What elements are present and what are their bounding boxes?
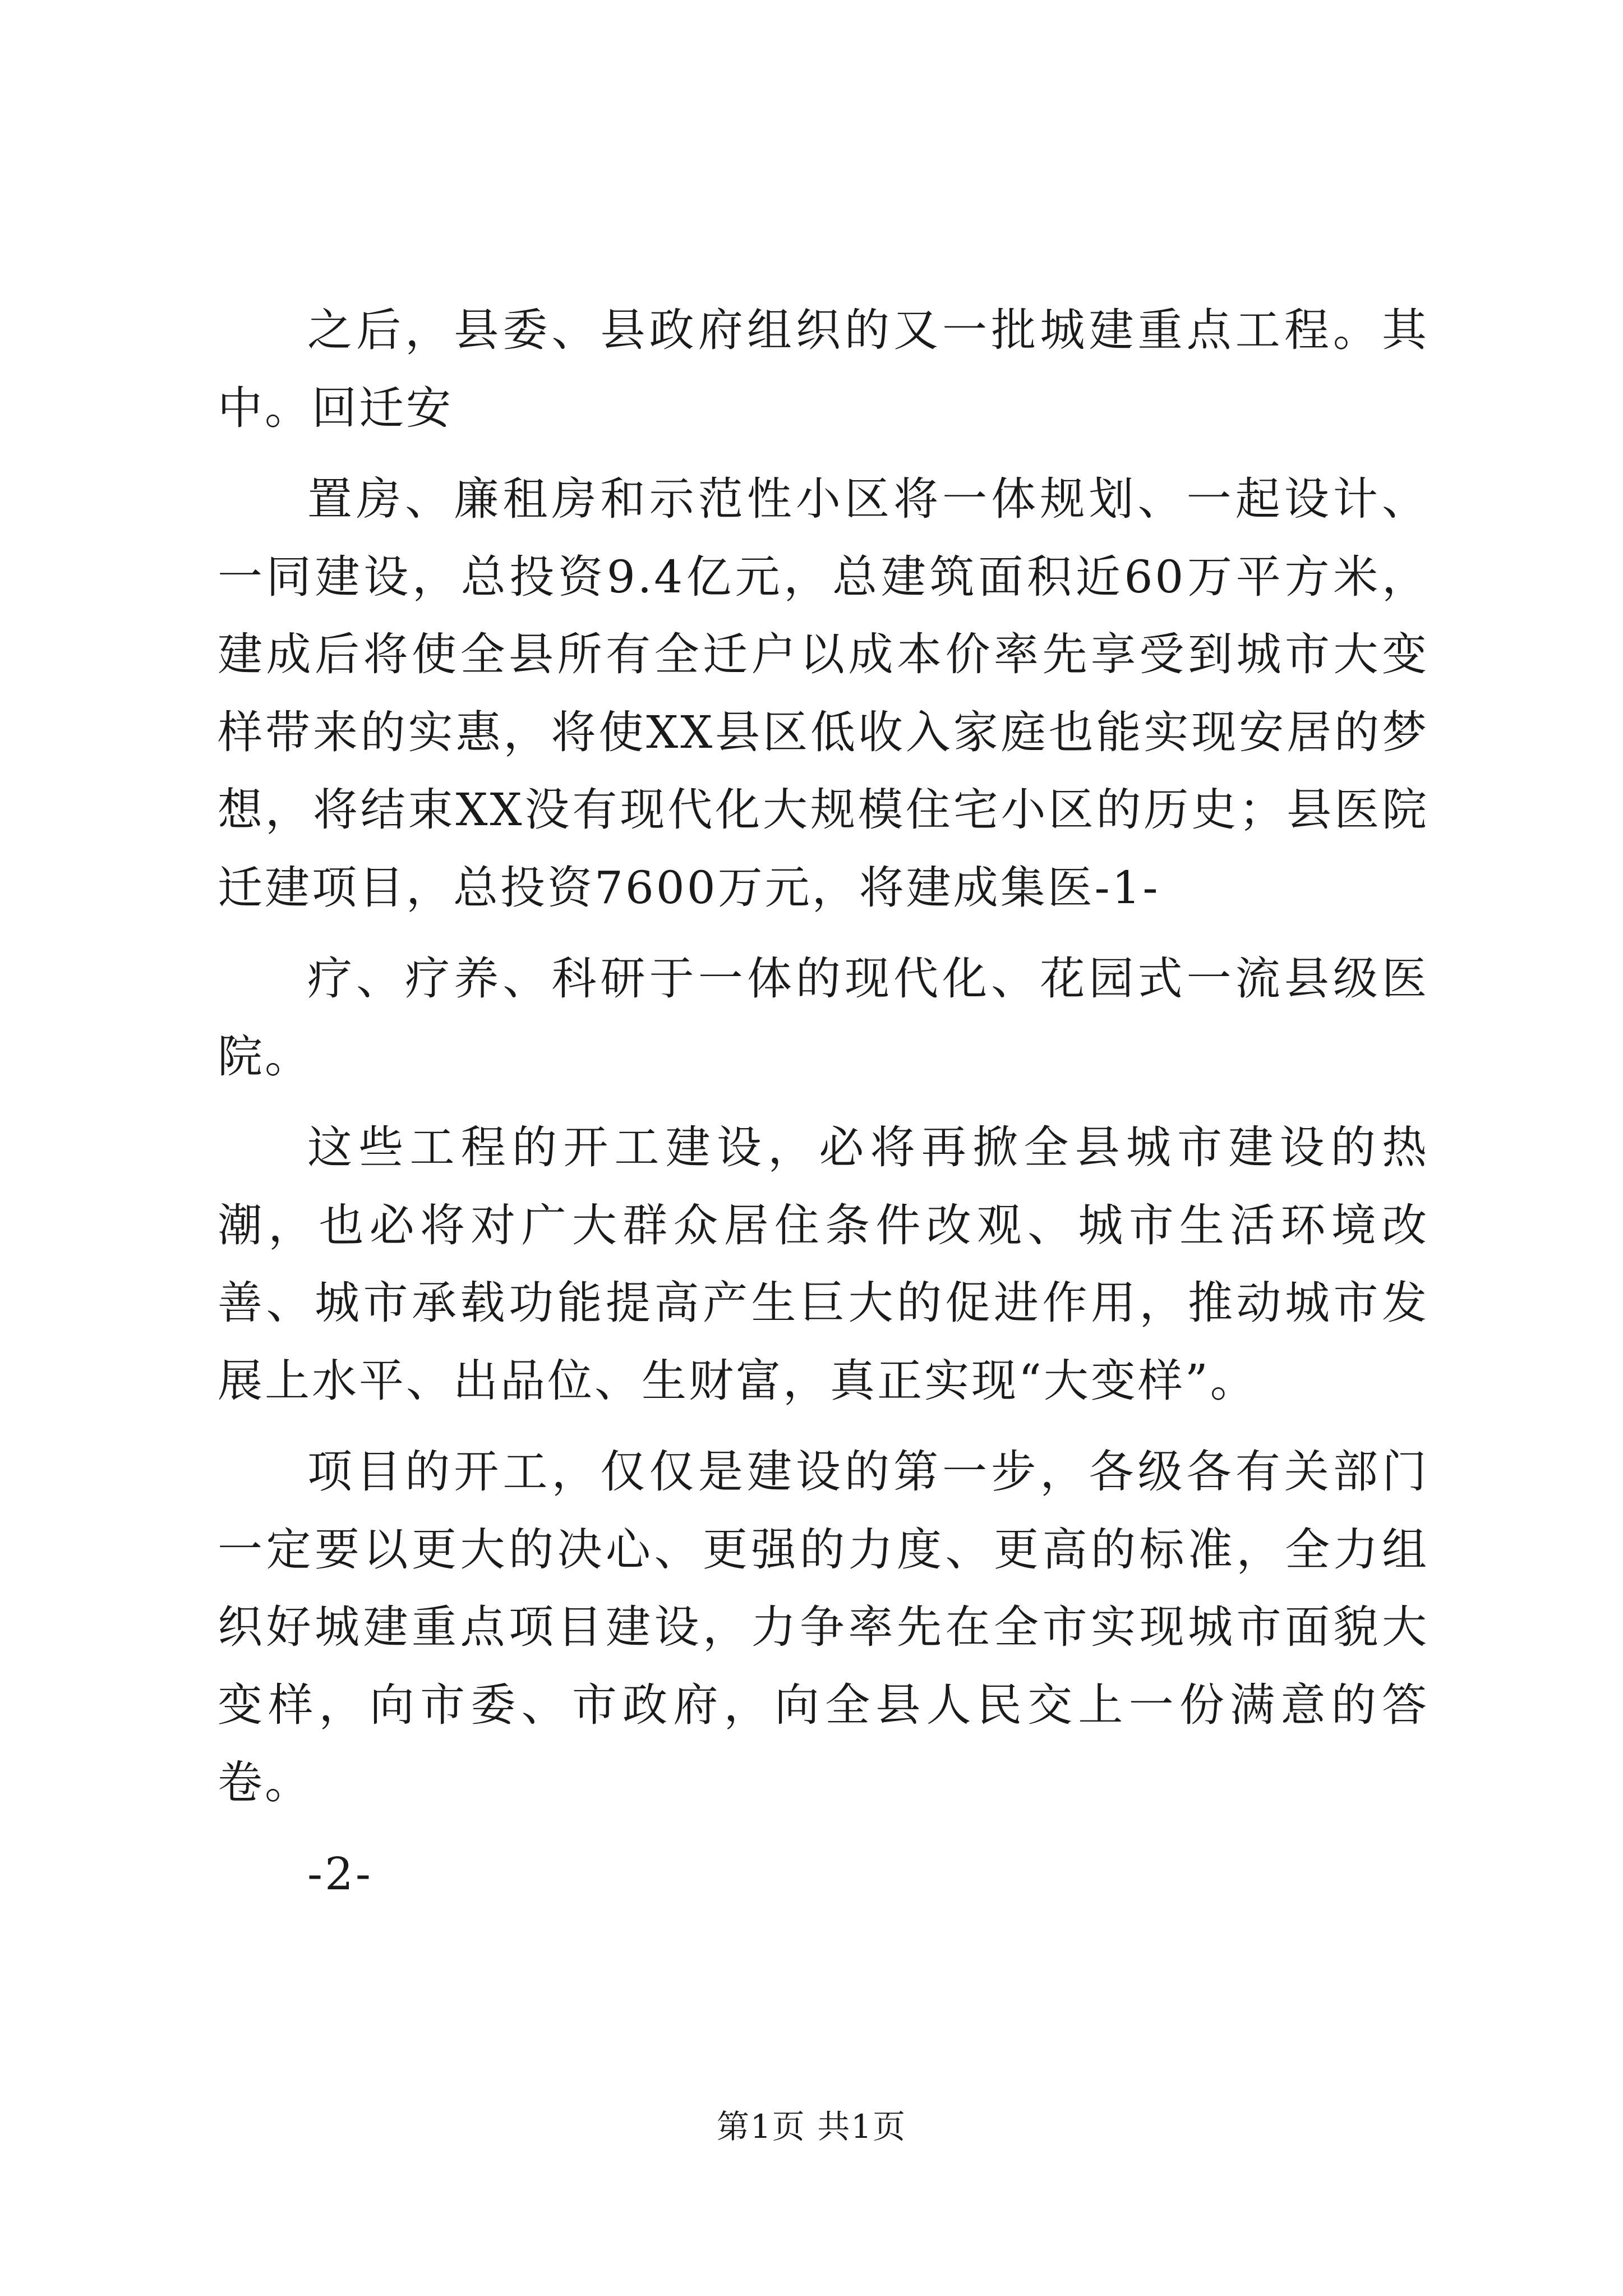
paragraph-5: 项目的开工，仅仅是建设的第一步，各级各有关部门一定要以更大的决心、更强的力度、更高的标准，全力组织好城建重点项目建设，力争率先在全市实现城市面貌大变样，向市委、市政府，向全县人民交上一份满意的答卷。 [218,1446,1429,1809]
inline-page-number: -2- [307,1847,373,1900]
paragraph-4: 这些工程的开工建设，必将再掀全县城市建设的热潮，也必将对广大群众居住条件改观、城市生活环境改善、城市承载功能提高产生巨大的促进作用，推动城市发展上水平、出品位、生财富，真正实现“大变样”。 [218,1121,1429,1407]
document-body [218,292,1429,1926]
paragraph-1: 之后，县委、县政府组织的又一批城建重点工程。其中。回迁安 [218,304,1429,434]
paragraph-2: 置房、廉租房和示范性小区将一体规划、一起设计、一同建设，总投资9.4亿元，总建筑面积近60万平方米，建成后将使全县所有全迁户以成本价率先享受到城市大变样带来的实惠，将使XX县区低收入家庭也能实现安居的梦想，将结束XX没有现代化大规模住宅小区的历史；县医院迁建项目，总投资7600万元，将建成集医-1- [218,473,1429,914]
page-indicator: 第1页 共1页 [716,2108,907,2146]
paragraph-3: 疗、疗养、科研于一体的现代化、花园式一流县级医院。 [218,953,1429,1083]
page-footer [0,2106,1623,2147]
